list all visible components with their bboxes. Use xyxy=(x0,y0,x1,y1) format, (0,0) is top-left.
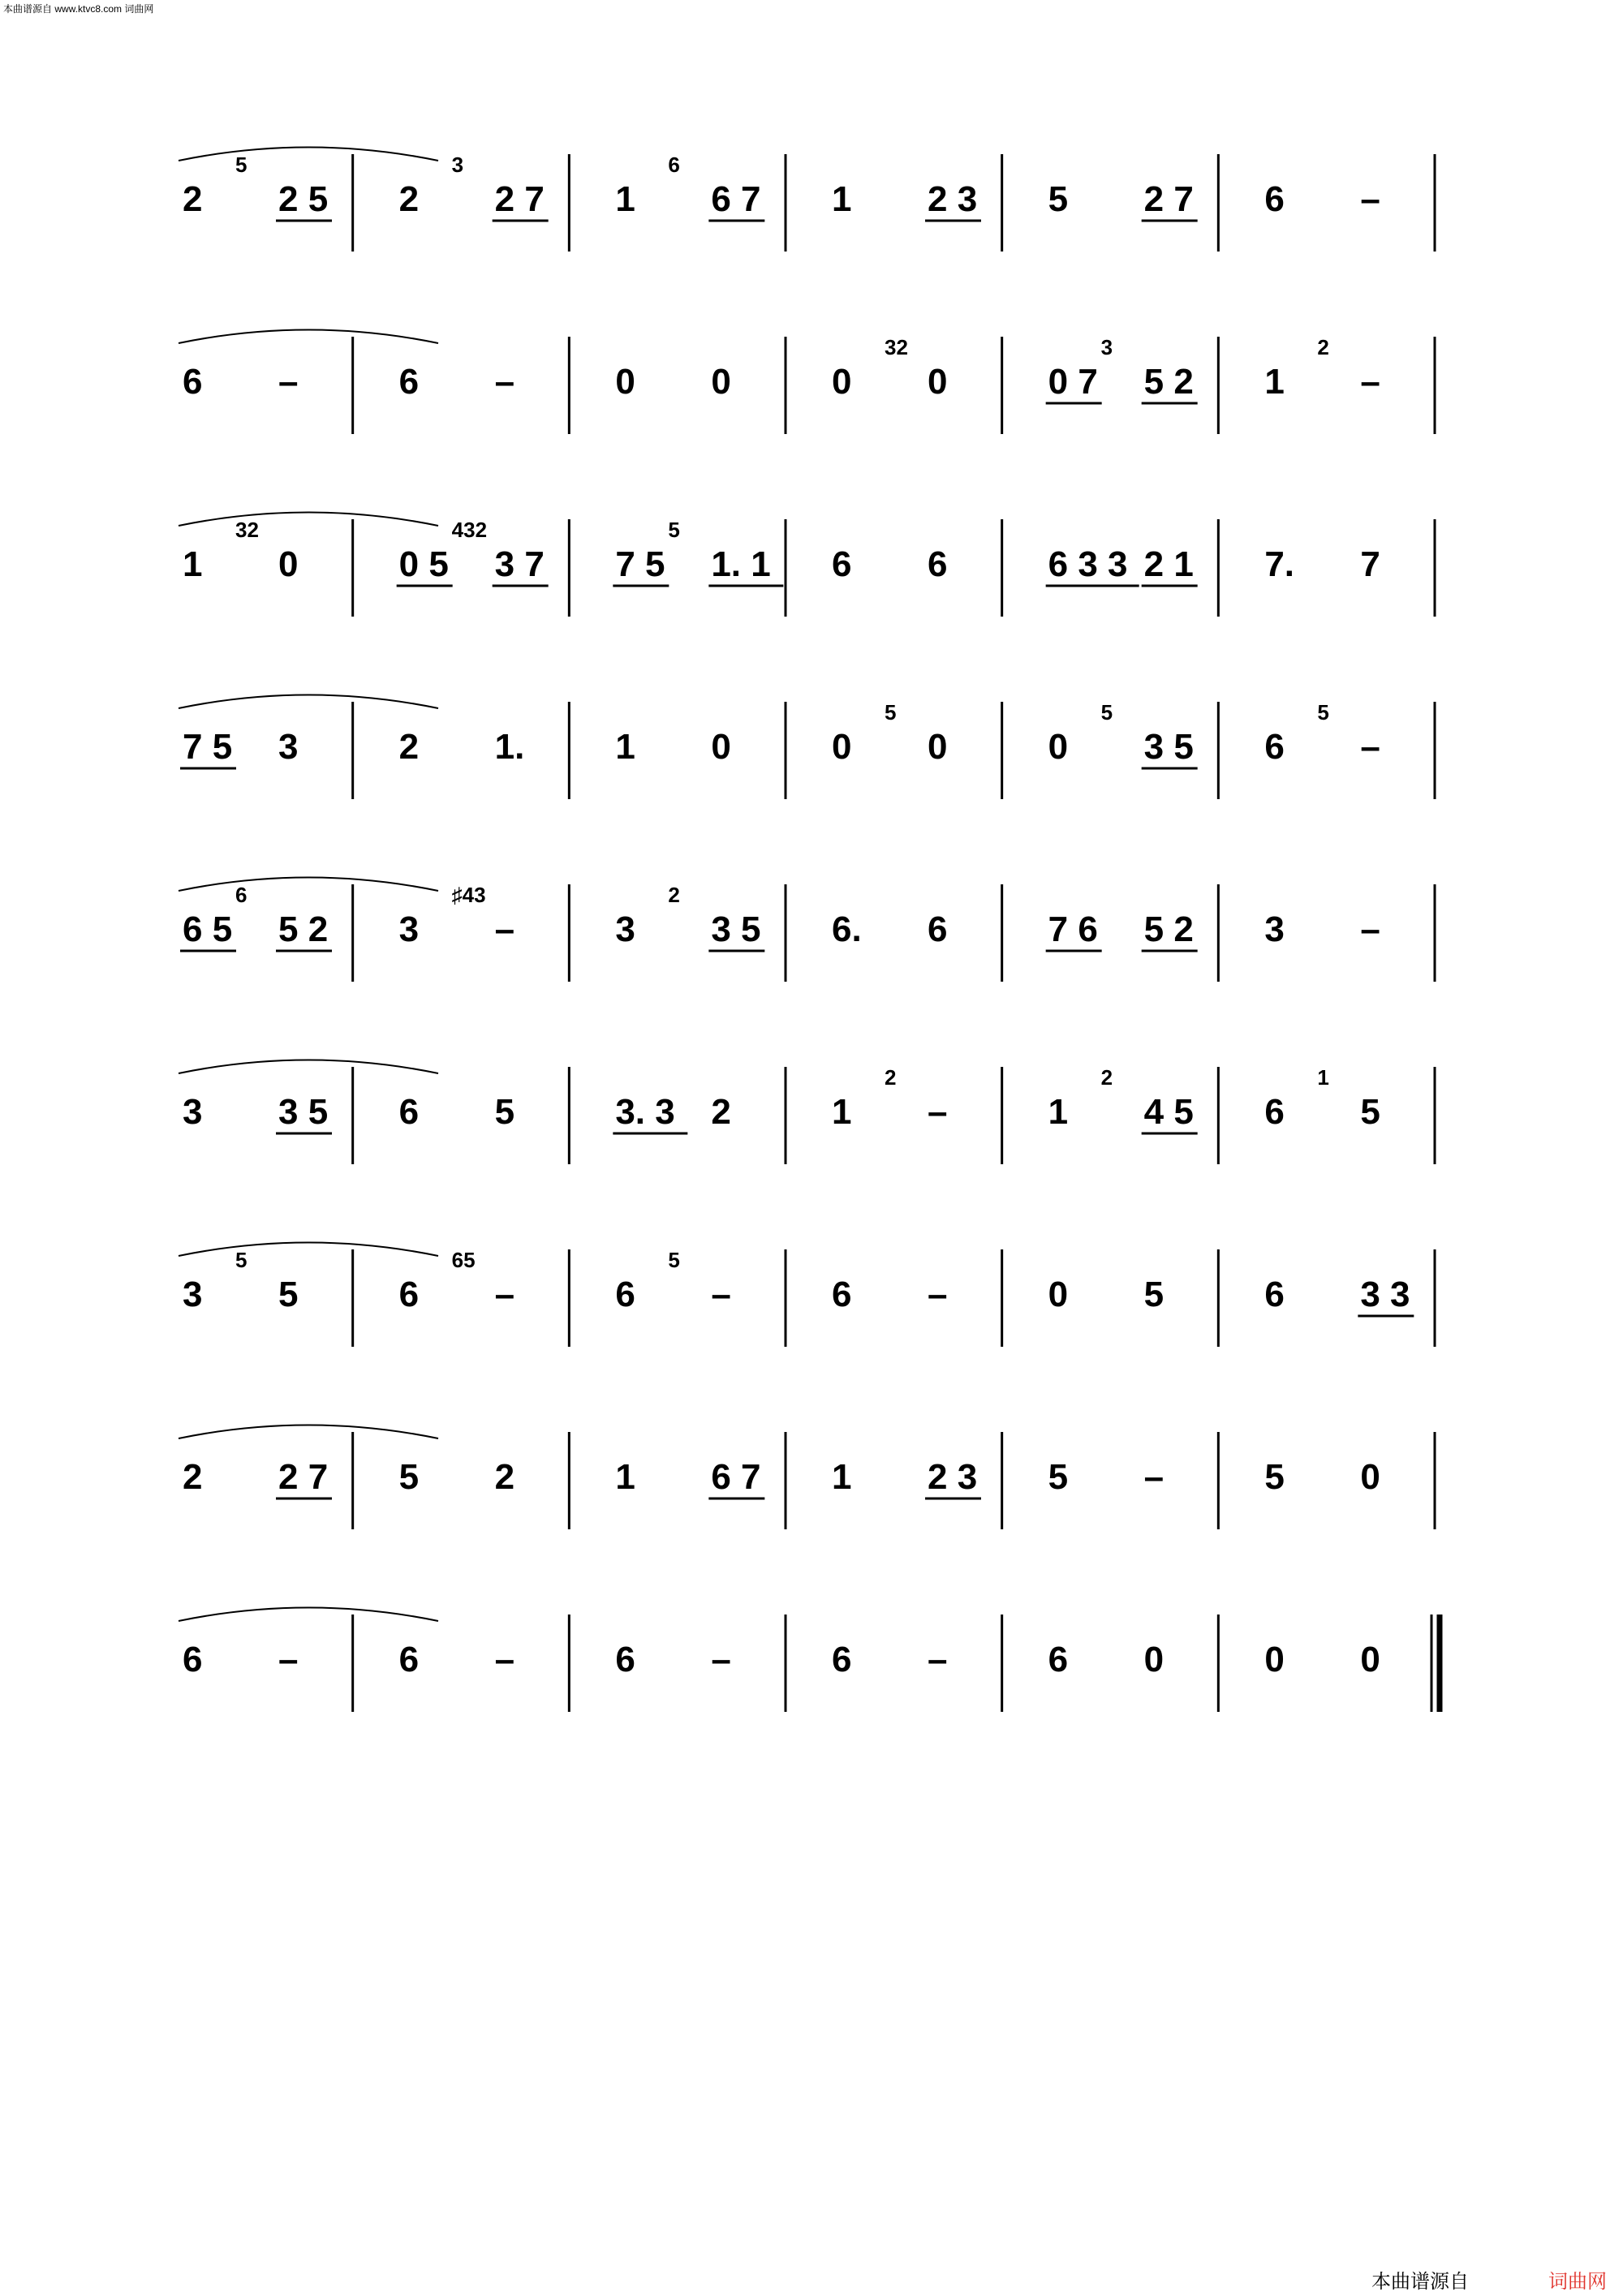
note-group: 0 xyxy=(1264,1640,1285,1679)
note-group: 6 xyxy=(615,1275,635,1314)
note-group: 2 1 xyxy=(1143,544,1194,584)
note-group: 0 xyxy=(1360,1457,1380,1497)
grace-note: 432 xyxy=(451,518,488,542)
slur xyxy=(179,878,438,892)
note-group: 3 5 xyxy=(711,909,761,949)
note-group: – xyxy=(1360,362,1380,402)
note-group: 1 xyxy=(615,1457,635,1497)
note-group: – xyxy=(1360,909,1380,949)
grace-note: 65 xyxy=(451,1248,476,1272)
note-group: 7 6 xyxy=(1048,909,1098,949)
note-group: 6. xyxy=(832,909,862,949)
note-group: 2 xyxy=(711,1092,731,1132)
note-group: 1 xyxy=(832,179,852,219)
slur xyxy=(179,695,438,709)
note-group: 1. xyxy=(494,727,525,767)
slur xyxy=(179,330,438,344)
note-group: – xyxy=(494,1640,515,1679)
note-group: 6 xyxy=(1264,1275,1285,1314)
note-group: 0 7 xyxy=(1048,362,1098,402)
note-group: 2 7 xyxy=(1143,179,1194,219)
note-group: 1 xyxy=(615,179,635,219)
note-group: 6 xyxy=(398,362,420,402)
grace-note: 2 xyxy=(885,1065,897,1090)
note-group: 5 xyxy=(1048,1457,1069,1497)
note-group: 5 xyxy=(1360,1092,1380,1132)
note-group: 3 xyxy=(183,1275,203,1314)
note-group: 0 xyxy=(928,727,948,767)
grace-note: 5 xyxy=(885,700,897,724)
note-group: – xyxy=(494,1275,515,1314)
note-group: – xyxy=(1143,1457,1165,1497)
note-group: – xyxy=(278,1640,299,1679)
note-group: 2 3 xyxy=(928,179,978,219)
note-group: 0 xyxy=(928,362,948,402)
note-group: 2 xyxy=(183,1457,203,1497)
note-group: 1. 1 xyxy=(711,544,771,584)
note-group: 0 xyxy=(832,362,852,402)
note-group: 3 3 xyxy=(1360,1275,1410,1314)
note-group: 3 xyxy=(398,909,420,949)
footer-source-text: 本曲谱源自 xyxy=(1371,2271,1469,2293)
note-group: 6 xyxy=(1264,1092,1285,1132)
note-group: – xyxy=(278,362,299,402)
grace-note: 5 xyxy=(235,1248,248,1272)
note-group: 0 xyxy=(615,362,635,402)
note-group: 6 xyxy=(398,1092,420,1132)
note-group: 2 xyxy=(494,1457,515,1497)
grace-note: 1 xyxy=(1317,1065,1329,1090)
note-group: 2 xyxy=(398,727,420,767)
note-group: 5 xyxy=(1048,179,1069,219)
slur xyxy=(179,513,438,527)
note-group: 7 xyxy=(1360,544,1380,584)
note-group: 0 xyxy=(278,544,299,584)
note-group: 1 xyxy=(832,1092,852,1132)
note-group: 0 xyxy=(832,727,852,767)
note-group: 6 7 xyxy=(711,179,761,219)
grace-note: 32 xyxy=(235,518,259,542)
grace-note: 5 xyxy=(668,518,680,542)
note-group: 6 3 3 xyxy=(1048,544,1128,584)
note-group: 2 3 xyxy=(928,1457,978,1497)
note-group: 1 xyxy=(832,1457,852,1497)
note-group: 1 xyxy=(1264,362,1285,402)
grace-note: 32 xyxy=(885,335,908,359)
note-group: 0 xyxy=(711,727,731,767)
grace-note: 5 xyxy=(235,153,248,177)
grace-note: 5 xyxy=(668,1248,680,1272)
note-group: 6 xyxy=(832,1275,852,1314)
grace-note: 5 xyxy=(1317,700,1329,724)
note-group: – xyxy=(494,362,515,402)
note-group: 5 xyxy=(494,1092,515,1132)
grace-note: 2 xyxy=(1317,335,1329,359)
note-group: 2 xyxy=(398,179,420,219)
note-group: 6 xyxy=(832,544,852,584)
note-group: – xyxy=(928,1092,948,1132)
note-group: 0 xyxy=(1143,1640,1165,1679)
note-group: 5 2 xyxy=(1143,362,1194,402)
grace-note: 3 xyxy=(451,153,464,177)
note-group: 6 xyxy=(615,1640,635,1679)
grace-note: 3 xyxy=(1100,335,1113,359)
note-group: 3 5 xyxy=(278,1092,329,1132)
note-group: 5 xyxy=(278,1275,299,1314)
note-group: 4 5 xyxy=(1143,1092,1194,1132)
note-group: 6 xyxy=(398,1275,420,1314)
grace-note: 6 xyxy=(668,153,680,177)
note-group: 6 xyxy=(1264,179,1285,219)
note-group: 3 5 xyxy=(1143,727,1194,767)
grace-note: 5 xyxy=(1100,700,1113,724)
note-group: 1 xyxy=(615,727,635,767)
grace-note: 2 xyxy=(1100,1065,1113,1090)
note-group: – xyxy=(1360,179,1380,219)
note-group: 5 2 xyxy=(1143,909,1194,949)
note-group: 6 xyxy=(183,1640,203,1679)
note-group: 1 xyxy=(183,544,203,584)
note-group: 2 xyxy=(183,179,203,219)
note-group: 3 xyxy=(278,727,299,767)
note-group: 6 7 xyxy=(711,1457,761,1497)
note-group: 6 xyxy=(928,909,948,949)
note-group: 5 xyxy=(398,1457,420,1497)
note-group: 0 xyxy=(711,362,731,402)
note-group: 6 xyxy=(183,362,203,402)
note-group: – xyxy=(928,1640,948,1679)
note-group: 6 xyxy=(1264,727,1285,767)
note-group: 3. 3 xyxy=(615,1092,675,1132)
note-group: 1 xyxy=(1048,1092,1069,1132)
note-group: 2 7 xyxy=(278,1457,329,1497)
note-group: 2 5 xyxy=(278,179,329,219)
note-group: – xyxy=(1360,727,1380,767)
slur xyxy=(179,1243,438,1257)
note-group: 0 5 xyxy=(398,544,449,584)
note-group: 0 xyxy=(1048,1275,1069,1314)
note-group: 6 xyxy=(1048,1640,1069,1679)
note-group: – xyxy=(928,1275,948,1314)
note-group: 6 xyxy=(832,1640,852,1679)
slur xyxy=(179,148,438,161)
note-group: 3 xyxy=(183,1092,203,1132)
note-group: 5 2 xyxy=(278,909,329,949)
note-group: 6 xyxy=(928,544,948,584)
note-group: 7 5 xyxy=(183,727,233,767)
note-group: 7. xyxy=(1264,544,1295,584)
note-group: – xyxy=(711,1640,731,1679)
note-group: 2 7 xyxy=(494,179,545,219)
note-group: 3 7 xyxy=(494,544,545,584)
slur xyxy=(179,1608,438,1622)
note-group: 5 xyxy=(1143,1275,1165,1314)
note-group: 3 xyxy=(615,909,635,949)
note-group: 6 5 xyxy=(183,909,233,949)
footer-brand-logo: 词曲网 xyxy=(1548,2271,1607,2293)
note-group: 3 xyxy=(1264,909,1285,949)
slur xyxy=(179,1425,438,1439)
note-group: 7 5 xyxy=(615,544,665,584)
note-group: – xyxy=(494,909,515,949)
note-group: 6 xyxy=(398,1640,420,1679)
grace-note: 2 xyxy=(668,883,680,907)
grace-note: 6 xyxy=(235,883,248,907)
note-group: 0 xyxy=(1048,727,1069,767)
note-group: – xyxy=(711,1275,731,1314)
note-group: 0 xyxy=(1360,1640,1380,1679)
source-header: 本曲谱源自 www.ktvc8.com 词曲网 xyxy=(3,3,154,15)
slur xyxy=(179,1060,438,1074)
note-group: 5 xyxy=(1264,1457,1285,1497)
grace-note: ♯43 xyxy=(451,883,486,907)
